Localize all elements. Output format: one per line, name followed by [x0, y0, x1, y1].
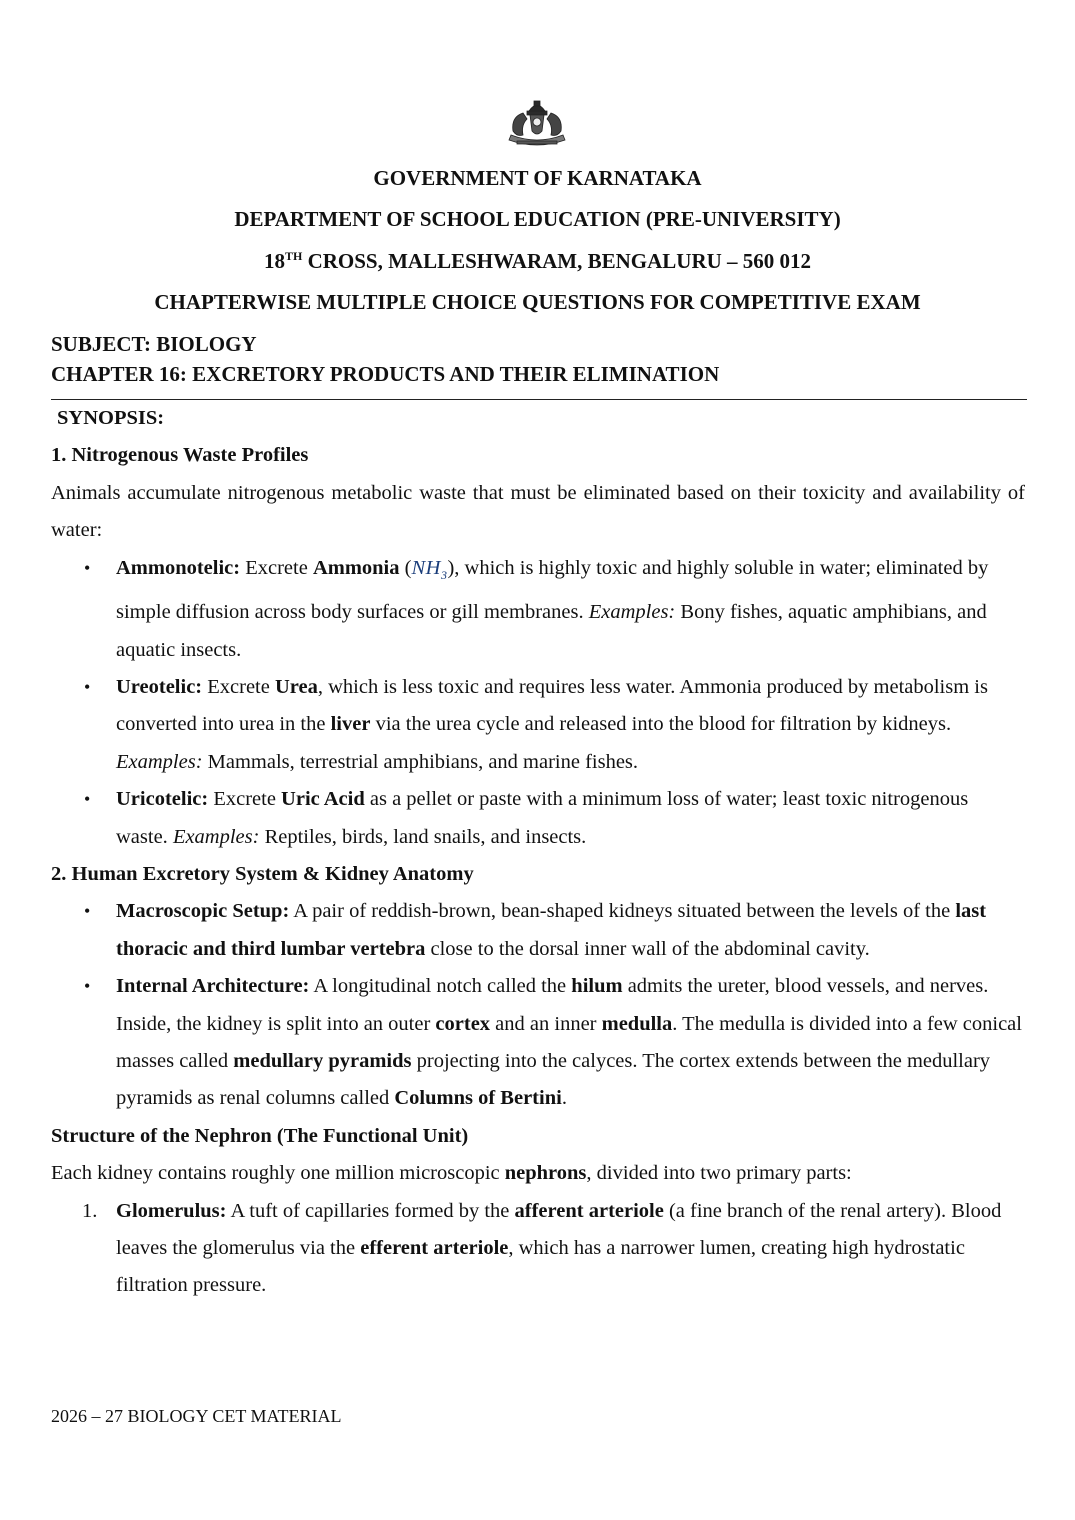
text: projecting into the calyces. The cortex extends between the medullary pyramids as renal columns called [116, 1050, 991, 1110]
text: , which is less toxic and requires less water. Ammonia produced by metabolism is converted into urea in the [116, 675, 988, 736]
text: close to the dorsal inner wall of the abdominal cavity. [425, 937, 870, 960]
text: admits the ureter, blood vessels, and nerves. Inside, the kidney is split into an outer [116, 975, 989, 1035]
list-item-ammonotelic [51, 550, 1025, 669]
text: , which has a narrower lumen, creating high hydrostatic filtration pressure. [116, 1237, 965, 1297]
bertini-term: Columns of Bertini [394, 1087, 562, 1110]
text: Each kidney contains roughly one million microscopic [51, 1162, 505, 1185]
text: Excrete [208, 788, 282, 811]
synopsis-content [51, 400, 1025, 1305]
hilum-term: hilum [571, 975, 623, 998]
text: ( [399, 556, 412, 579]
address-rest: CROSS, MALLESHWARAM, BENGALURU – 560 012 [302, 249, 812, 273]
examples-text: Reptiles, birds, land snails, and insects. [259, 825, 587, 848]
internal-label: Internal Architecture: [116, 975, 310, 998]
ammonia-term: Ammonia [312, 556, 400, 579]
ammonotelic-label: Ammonotelic: [116, 556, 241, 579]
section1-title: 1. Nitrogenous Waste Profiles [51, 444, 309, 467]
waste-types-list [51, 550, 1025, 856]
section1-intro: Animals accumulate nitrogenous metabolic waste that must be eliminated based on their toxicity and availability of water: [51, 481, 1025, 542]
bullet-marker: • [84, 789, 91, 810]
header-exam-title: CHAPTERWISE MULTIPLE CHOICE QUESTIONS FOR COMPETITIVE EXAM [154, 290, 921, 314]
bullet-marker: • [84, 901, 91, 922]
nephrons-term: nephrons [504, 1162, 587, 1185]
text: A tuft of capillaries formed by the [226, 1199, 515, 1222]
text: via the urea cycle and released into the blood for filtration by kidneys. [370, 713, 952, 736]
section2-title: 2. Human Excretory System & Kidney Anatomy [51, 862, 474, 885]
bullet-marker: • [84, 976, 91, 997]
list-item-uricotelic [51, 781, 1025, 856]
uricotelic-label: Uricotelic: [116, 788, 209, 811]
cortex-term: cortex [435, 1012, 491, 1035]
text: as a pellet or paste with a minimum loss of water; least toxic nitrogenous waste. [116, 788, 969, 848]
kidney-anatomy-list [51, 893, 1025, 1117]
text: ), which is highly toxic and highly soluble in water; eliminated by simple diffusion across body surfaces or gill membranes. [116, 556, 989, 624]
urea-term: Urea [274, 675, 318, 698]
pyramids-term: medullary pyramids [233, 1050, 412, 1072]
header-government: GOVERNMENT OF KARNATAKA [373, 166, 702, 190]
text: (a fine branch of the renal artery). Blood leaves the glomerulus via the [116, 1199, 1002, 1260]
examples-text: Mammals, terrestrial amphibians, and marine fishes. [202, 750, 639, 773]
list-item-glomerulus [51, 1193, 1025, 1305]
efferent-term: efferent arteriole [360, 1237, 509, 1260]
text: , divided into two primary parts: [586, 1162, 852, 1185]
afferent-term: afferent arteriole [514, 1199, 664, 1222]
formula-base: NH [411, 556, 441, 579]
examples-label: Examples: [172, 825, 260, 848]
address-superscript: TH [284, 249, 303, 263]
header-department: DEPARTMENT OF SCHOOL EDUCATION (PRE-UNIVERSITY) [234, 207, 841, 231]
address-number: 18 [263, 249, 285, 273]
examples-label: Examples: [116, 750, 203, 773]
examples-text: Bony fishes, aquatic amphibians, and aquatic insects. [116, 601, 987, 661]
examples-label: Examples: [588, 601, 676, 624]
list-item-internal [51, 968, 1025, 1118]
page-footer: 2026 – 27 BIOLOGY CET MATERIAL [51, 1406, 342, 1426]
text: A pair of reddish-brown, bean-shaped kidneys situated between the levels of the [289, 900, 956, 923]
list-item-macroscopic [51, 893, 1025, 968]
header-address [0, 248, 1075, 274]
list-item-ureotelic [51, 669, 1025, 781]
karnataka-emblem-icon [503, 97, 571, 147]
glomerulus-label: Glomerulus: [116, 1199, 227, 1222]
text: . [561, 1087, 567, 1110]
text: Excrete [240, 556, 313, 579]
nephron-intro [51, 1155, 1025, 1192]
bullet-marker: • [84, 557, 91, 578]
formula-subscript: 3 [440, 567, 448, 582]
ureotelic-label: Ureotelic: [116, 675, 203, 698]
uric-acid-term: Uric Acid [281, 788, 365, 811]
liver-term: liver [330, 713, 371, 736]
bullet-marker: • [84, 676, 91, 697]
nephron-parts-list [51, 1193, 1025, 1305]
chapter-line: CHAPTER 16: EXCRETORY PRODUCTS AND THEIR ELIMINATION [51, 362, 720, 386]
ammonia-formula [411, 556, 448, 582]
macroscopic-label: Macroscopic Setup: [116, 900, 290, 923]
medulla-term: medulla [601, 1012, 673, 1035]
subject-line: SUBJECT: BIOLOGY [51, 332, 257, 356]
nephron-title: Structure of the Nephron (The Functional Unit) [51, 1124, 469, 1147]
text: . The medulla is divided into a few conical masses called [116, 1012, 1022, 1072]
text: Excrete [202, 675, 275, 698]
synopsis-heading: SYNOPSIS: [57, 407, 165, 429]
text: and an inner [490, 1012, 602, 1035]
list-number: 1. [82, 1199, 98, 1222]
vertebra-term: last thoracic and third lumbar vertebra [116, 900, 987, 960]
text: A longitudinal notch called the [309, 975, 572, 998]
